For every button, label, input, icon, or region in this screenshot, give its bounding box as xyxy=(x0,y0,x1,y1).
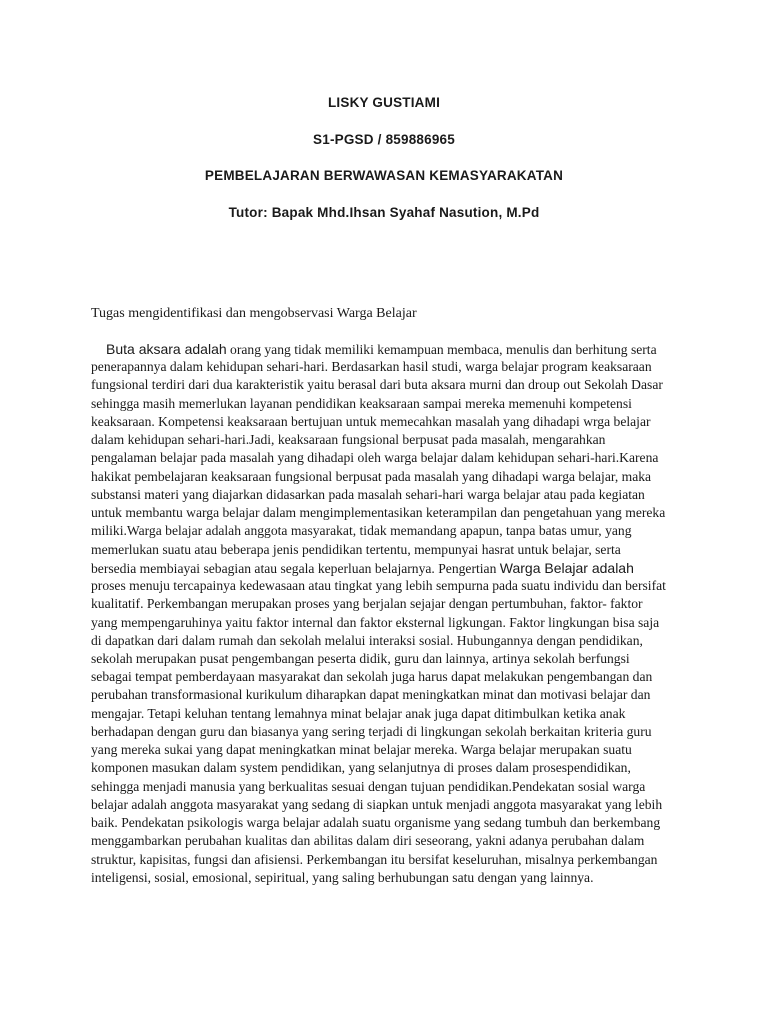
body-line: untuk membantu warga belajar dalam mengimplementasikan keterampilan dan pengetahuan yang mereka xyxy=(91,505,666,521)
body-line: struktur, kapisitas, fungsi dan afisiensi. Perkembangan itu bersifat keseluruhan, misalnya perkembangan xyxy=(91,851,658,867)
body-line: sekolah merupakan pusat pengembangan peserta didik, guru dan lainnya, artinya sekolah berfungsi xyxy=(91,650,630,666)
body-line: dalam kehidupan sehari-hari.Jadi, keaksaraan fungsional berpusat pada masalah, mengarahkan xyxy=(91,432,606,448)
body-line: perubahan transformasional kurikulum diharapkan dapat meningkatkan minat dan motivasi belajar dan xyxy=(91,687,651,703)
body-line: penerapannya dalam kehidupan sehari-hari. Berdasarkan hasil studi, warga belajar program keaksaraan xyxy=(91,359,652,375)
course-title: PEMBELAJARAN BERWAWASAN KEMASYARAKATAN xyxy=(204,168,564,183)
program-id: S1-PGSD / 859886965 xyxy=(313,132,455,147)
body-line: yang mempengaruhinya yaitu faktor internal dan faktor eksternal ligkungan. Faktor lingkungan bisa saja xyxy=(91,614,660,630)
body-line: memerlukan suatu atau beberapa jenis pendidikan tertentu, mempunyai hasrat untuk belajar, serta xyxy=(91,541,621,557)
term-buta-aksara: Buta aksara adalah xyxy=(106,341,227,357)
body-line: baik. Pendekatan psikologis warga belajar adalah suatu organisme yang sedang tumbuh dan berkembang xyxy=(91,815,661,831)
assignment-intro: Tugas mengidentifikasi dan mengobservasi Warga Belajar xyxy=(91,306,417,321)
body-line: kualitatif. Perkembangan merupakan proses yang berjalan sejajar dengan pertumbuhan, faktor- faktor xyxy=(91,596,643,612)
body-line: keaksaraan. Kompetensi keaksaraan bertujuan untuk memecahkan masalah yang dihadapi wrga belajar xyxy=(91,413,651,429)
body-line: pengalaman belajar pada masalah yang dihadapi oleh warga belajar dalam kehidupan sehari-hari.Karena xyxy=(91,450,659,466)
body-line: menggambarkan perubahan kualitas dan abilitas dalam diri seseorang, yakni adanya perubahan dalam xyxy=(91,833,645,849)
tutor-line: Tutor: Bapak Mhd.Ihsan Syahaf Nasution, M.Pd xyxy=(228,205,540,220)
body-line: bersedia membiayai sebagian atau segala keperluan belajarnya. Pengertian Warga Belajar adalah xyxy=(91,559,634,576)
body-line: sebagai tempat pemberdayaan masyarakat dan sekolah juga harus dapat melakukan pengembangan dan xyxy=(91,669,653,685)
body-line: komponen masukan dalam system pendidikan, yang selanjutnya di proses dalam prosespendidikan, xyxy=(91,760,631,776)
body-line: Buta aksara adalah orang yang tidak memiliki kemampuan membaca, menulis dan berhitung serta xyxy=(106,341,657,357)
body-line: proses menuju tercapainya kedewasaan atau tingkat yang lebih sempurna pada suatu individu dan bersifat xyxy=(91,578,666,594)
body-line: hakikat pembelajaran keaksaraan fungsional berpusat pada masalah yang dihadapi warga belajar, maka xyxy=(91,468,652,484)
body-line: yang mereka sukai yang dapat meningkatkan minat belajar mereka. Warga belajar merupakan suatu xyxy=(91,742,632,758)
body-line: mengajar. Tetapi keluhan tentang lemahnya minat belajar anak juga dapat ditimbulkan ketika anak xyxy=(91,705,626,721)
body-line: miliki.Warga belajar adalah anggota masyarakat, tidak memandang apapun, tanpa batas umur, yang xyxy=(91,523,632,539)
body-line: di dapatkan dari dalam rumah dan sekolah melalui interaksi sosial. Hubungannya dengan pendidikan, xyxy=(91,632,643,648)
body-line: inteligensi, sosial, emosional, sepiritual, yang saling berhubungan satu dengan yang lainnya. xyxy=(91,869,594,885)
body-line: substansi materi yang diajarkan didasarkan pada masalah sehari-hari warga belajar atau pada kegiatan xyxy=(91,486,645,502)
body-paragraph xyxy=(91,340,681,887)
body-line: fungsional terdiri dari dua karakteristik yaitu berasal dari buta aksara murni dan droup out Sekolah Dasar xyxy=(91,377,663,393)
body-line: berhadapan dengan guru dan biasanya yang sering terjadi di lingkungan sekolah berkaitan kriteria guru xyxy=(91,723,652,739)
author-name: LISKY GUSTIAMI xyxy=(327,95,441,110)
body-line: sehingga masih memerlukan layanan pendidikan keaksaraan sampai mereka memenuhi kompetensi xyxy=(91,395,632,411)
body-line: sehingga menjadi manusia yang berkualitas sesuai dengan tujuan pendidikan.Pendekatan sosial warga xyxy=(91,778,646,794)
body-line: belajar adalah anggota masyarakat yang sedang di siapkan untuk menjadi anggota masyarakat yang lebih xyxy=(91,796,663,812)
term-warga-belajar: Warga Belajar adalah xyxy=(499,559,634,576)
